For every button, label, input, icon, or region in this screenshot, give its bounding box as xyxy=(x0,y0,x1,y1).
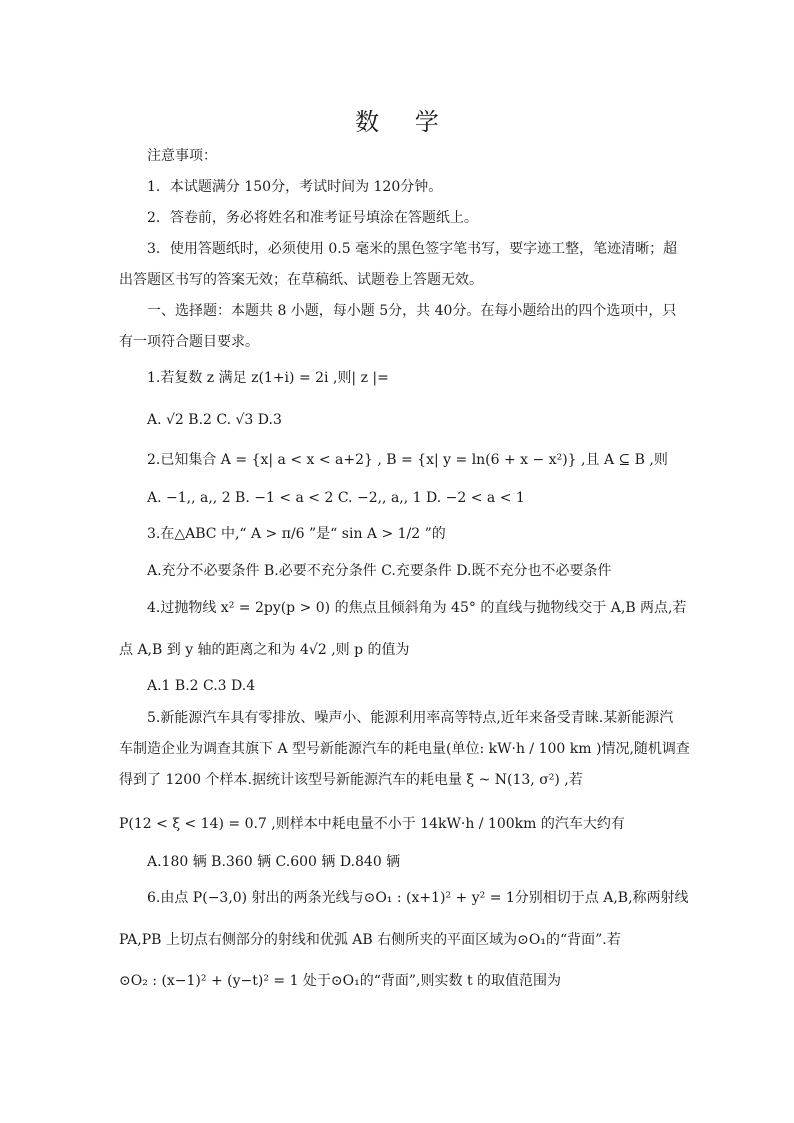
question-6-cont-1: PA,PB 上切点右侧部分的射线和优弧 AB 右侧所夹的平面区域为⊙O₁的“背面”.若 xyxy=(119,932,621,948)
notice-item-3-cont: 出答题区书写的答案无效；在草稿纸、试题卷上答题无效。 xyxy=(119,272,483,288)
question-6-cont-2: ⊙O₂ : (x−1)² + (y−t)² = 1 处于⊙O₁的“背面”,则实数 t 的取值范围为 xyxy=(119,973,562,989)
section-heading: 一、选择题：本题共 8 小题，每小题 5分，共 40分。在每小题给出的四个选项中，只 xyxy=(147,303,677,319)
question-4-cont: 点 A,B 到 y 轴的距离之和为 4√2 ,则 p 的值为 xyxy=(119,642,410,658)
question-5-cont-3: P(12 < ξ < 14) = 0.7 ,则样本中耗电量不小于 14kW·h / 100km 的汽车大约有 xyxy=(119,816,625,832)
question-3: 3.在△ABC 中,“ A > π/6 ”是“ sin A > 1/2 ”的 xyxy=(147,526,446,542)
notice-item-1: 1．本试题满分 150分，考试时间为 120分钟。 xyxy=(147,179,443,195)
question-5-cont-2: 得到了 1200 个样本.据统计该型号新能源汽车的耗电量 ξ ~ N(13, σ²) ,若 xyxy=(119,772,583,788)
notice-item-3: 3．使用答题纸时，必须使用 0.5 毫米的黑色签字笔书写，要字迹工整，笔迹清晰；超 xyxy=(147,241,678,257)
question-1-options: A. √2 B.2 C. √3 D.3 xyxy=(147,412,282,428)
question-2-options: A. −1,, a,, 2 B. −1 < a < 2 C. −2,, a,, 1 D. −2 < a < 1 xyxy=(147,490,525,506)
question-5-cont-1: 车制造企业为调查其旗下 A 型号新能源汽车的耗电量(单位: kW·h / 100 km )情况,随机调查 xyxy=(119,741,690,757)
question-5: 5.新能源汽车具有零排放、噪声小、能源利用率高等特点,近年来备受青睐.某新能源汽 xyxy=(147,710,674,726)
notice-item-2: 2．答卷前，务必将姓名和准考证号填涂在答题纸上。 xyxy=(147,210,478,226)
question-4: 4.过抛物线 x² = 2py(p > 0) 的焦点且倾斜角为 45° 的直线与抛物线交于 A,B 两点,若 xyxy=(147,600,687,616)
question-4-options: A.1 B.2 C.3 D.4 xyxy=(147,678,256,694)
notice-heading: 注意事项： xyxy=(147,148,217,164)
question-1: 1.若复数 z 满足 z(1+i) = 2i ,则| z |= xyxy=(147,370,389,386)
question-5-options: A.180 辆 B.360 辆 C.600 辆 D.840 辆 xyxy=(147,854,401,870)
question-3-options: A.充分不必要条件 B.必要不充分条件 C.充要条件 D.既不充分也不必要条件 xyxy=(147,563,612,579)
question-2: 2.已知集合 A = {x| a < x < a+2} , B = {x| y = ln(6 + x − x²)} ,且 A ⊆ B ,则 xyxy=(147,452,668,468)
page-title: 数 学 xyxy=(355,108,453,136)
section-heading-cont: 有一项符合题目要求。 xyxy=(119,334,259,350)
question-6: 6.由点 P(−3,0) 射出的两条光线与⊙O₁ : (x+1)² + y² = 1分别相切于点 A,B,称两射线 xyxy=(147,890,689,906)
